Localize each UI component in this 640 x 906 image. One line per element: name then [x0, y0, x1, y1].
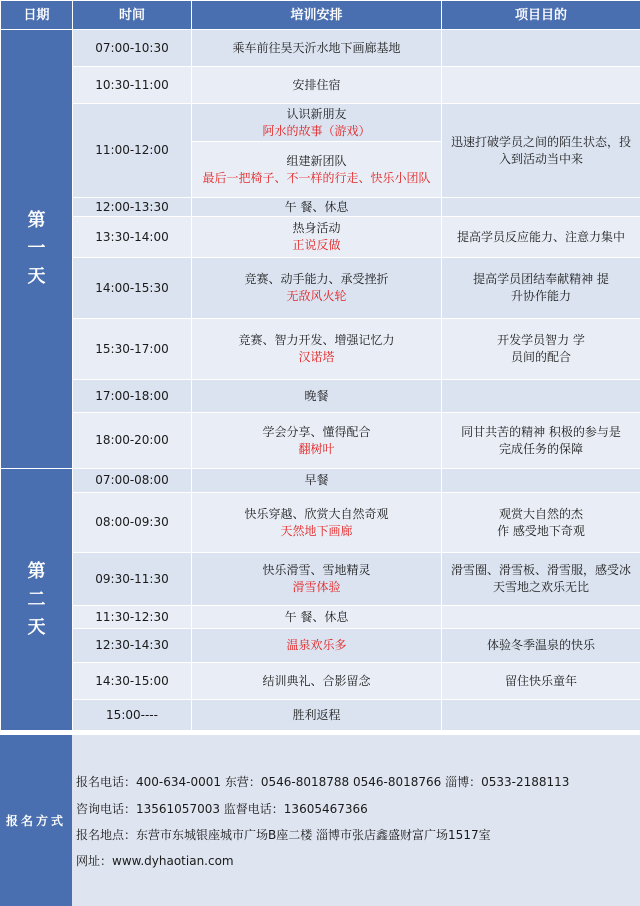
time-cell: 18:00-20:00	[73, 413, 192, 469]
time-cell: 07:00-10:30	[73, 30, 192, 67]
time-cell: 13:30-14:00	[73, 217, 192, 258]
time-cell: 12:30-14:30	[73, 629, 192, 663]
activity-cell: 早餐	[192, 469, 442, 493]
activity-cell: 学会分享、懂得配合 翻树叶	[192, 413, 442, 469]
time-cell: 07:00-08:00	[73, 469, 192, 493]
header-schedule: 培训安排	[192, 1, 442, 30]
day2-label: 第 二 天	[1, 469, 73, 731]
table-row	[1, 30, 640, 67]
day1-label: 第 一 天	[1, 30, 73, 469]
table-row	[1, 700, 640, 731]
purpose-cell: 同甘共苦的精神 积极的参与是完成任务的保障	[442, 413, 640, 469]
activity-cell: 竞赛、动手能力、承受挫折 无敌风火轮	[192, 258, 442, 319]
table-row	[1, 413, 640, 469]
time-cell: 14:30-15:00	[73, 663, 192, 700]
table-row	[1, 380, 640, 413]
purpose-cell: 留住快乐童年	[442, 663, 640, 700]
purpose-cell: 体验冬季温泉的快乐	[442, 629, 640, 663]
contact-section	[0, 735, 640, 906]
purpose-cell: 开发学员智力 学员间的配合	[442, 319, 640, 380]
signup-address-line: 报名地点：东营市东城银座城市广场B座二楼 淄博市张店鑫盛财富广场1517室	[76, 828, 491, 842]
time-cell: 17:00-18:00	[73, 380, 192, 413]
table-header-row	[1, 1, 640, 30]
purpose-cell	[442, 30, 640, 67]
activity-cell: 竞赛、智力开发、增强记忆力 汉诺塔	[192, 319, 442, 380]
table-row	[1, 258, 640, 319]
table-row	[1, 493, 640, 553]
purpose-cell: 迅速打破学员之间的陌生状态，投入到活动当中来	[442, 104, 640, 198]
activity-cell: 午 餐、休息	[192, 198, 442, 217]
table-row	[1, 629, 640, 663]
purpose-cell: 观赏大自然的杰作 感受地下奇观	[442, 493, 640, 553]
table-row	[1, 319, 640, 380]
table-row	[1, 198, 640, 217]
activity-cell: 午 餐、休息	[192, 606, 442, 629]
purpose-cell	[442, 198, 640, 217]
consult-phone-line: 咨询电话：13561057003 监督电话：13605467366	[76, 802, 368, 816]
table-row	[1, 217, 640, 258]
table-row	[1, 67, 640, 104]
table-row	[1, 606, 640, 629]
time-cell: 09:30-11:30	[73, 553, 192, 606]
activity-cell: 热身活动 正说反做	[192, 217, 442, 258]
website-line[interactable]: 网址：www.dyhaotian.com	[76, 854, 234, 868]
table-row	[1, 469, 640, 493]
time-cell: 12:00-13:30	[73, 198, 192, 217]
time-cell: 15:00----	[73, 700, 192, 731]
table-row	[1, 104, 640, 142]
purpose-cell	[442, 380, 640, 413]
time-cell: 11:30-12:30	[73, 606, 192, 629]
activity-cell: 安排住宿	[192, 67, 442, 104]
activity-cell: 结训典礼、合影留念	[192, 663, 442, 700]
table-row	[1, 663, 640, 700]
activity-cell: 认识新朋友 阿水的故事（游戏）	[192, 104, 442, 142]
purpose-cell	[442, 606, 640, 629]
activity-cell: 快乐滑雪、雪地精灵 滑雪体验	[192, 553, 442, 606]
header-purpose: 项目目的	[442, 1, 640, 30]
activity-cell: 快乐穿越、欣赏大自然奇观 天然地下画廊	[192, 493, 442, 553]
activity-cell: 胜利返程	[192, 700, 442, 731]
activity-cell: 晚餐	[192, 380, 442, 413]
purpose-cell	[442, 67, 640, 104]
purpose-cell: 提高学员反应能力、注意力集中	[442, 217, 640, 258]
table-row	[1, 553, 640, 606]
time-cell: 14:00-15:30	[73, 258, 192, 319]
contact-body	[76, 735, 636, 906]
activity-cell: 温泉欢乐多	[192, 629, 442, 663]
time-cell: 08:00-09:30	[73, 493, 192, 553]
purpose-cell: 提高学员团结奉献精神 提升协作能力	[442, 258, 640, 319]
purpose-cell	[442, 469, 640, 493]
activity-cell: 组建新团队 最后一把椅子、不一样的行走、快乐小团队	[192, 142, 442, 198]
time-cell: 15:30-17:00	[73, 319, 192, 380]
purpose-cell	[442, 700, 640, 731]
time-cell: 10:30-11:00	[73, 67, 192, 104]
purpose-cell: 滑雪圈、滑雪板、滑雪服，感受冰天雪地之欢乐无比	[442, 553, 640, 606]
activity-cell: 乘车前往昊天沂水地下画廊基地	[192, 30, 442, 67]
header-time: 时间	[73, 1, 192, 30]
time-cell: 11:00-12:00	[73, 104, 192, 198]
contact-label: 报名方式	[0, 735, 72, 906]
signup-phone-line: 报名电话：400-634-0001 东营：0546-8018788 0546-8018766 淄博：0533-2188113	[76, 775, 570, 789]
header-date: 日期	[1, 1, 73, 30]
